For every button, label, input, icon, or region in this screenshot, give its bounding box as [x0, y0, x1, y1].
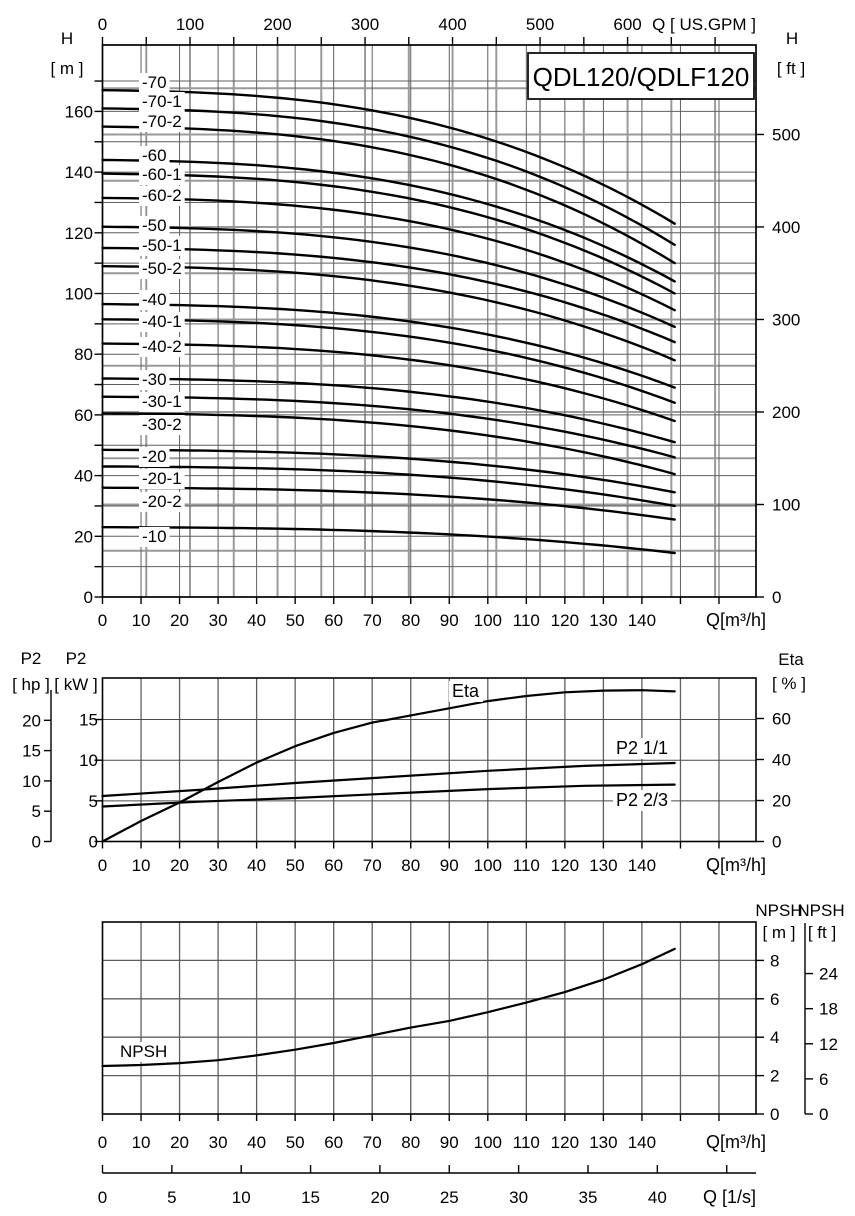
tick-label-kw-0: 0 [88, 832, 98, 852]
tick3-label-qb-130: 130 [589, 1133, 618, 1152]
tick-label-qb-20: 20 [170, 611, 190, 630]
tick-label-ls-35: 35 [578, 1188, 598, 1207]
tick-label-ls-20: 20 [370, 1188, 390, 1207]
tick-label-qb-100: 100 [473, 611, 502, 630]
tick2-label-qb-50: 50 [285, 856, 305, 875]
tick-label-qb-130: 130 [589, 611, 618, 630]
curve-label--50: -50 [142, 215, 167, 235]
tick-label-ls-5: 5 [167, 1188, 177, 1207]
tick3-label-qb-0: 0 [97, 1133, 108, 1152]
power-x-unit-label: Q[m³/h] [705, 855, 766, 875]
tick-label-m-80: 80 [74, 345, 93, 365]
tick3-label-qb-110: 110 [512, 1133, 540, 1152]
curve-label--40-2: -40-2 [142, 336, 182, 356]
tick3-label-qb-20: 20 [170, 1133, 190, 1152]
tick-label-npshm-0: 0 [770, 1105, 780, 1124]
head-x-unit-label: Q[m³/h] [705, 610, 766, 630]
chart-title: QDL120/QDLF120 [532, 62, 750, 92]
tick-label-eta-60: 60 [772, 709, 791, 729]
tick-label-qb-0: 0 [97, 611, 108, 630]
tick3-label-qb-50: 50 [285, 1133, 305, 1152]
curve--40-2 [103, 344, 675, 421]
tick-label-qb-140: 140 [627, 611, 657, 630]
curve--20 [103, 450, 675, 493]
tick-label-ft-200: 200 [772, 402, 801, 422]
tick-label-qb-80: 80 [401, 611, 421, 630]
tick3-label-qb-60: 60 [324, 1133, 344, 1152]
tick-label-kw-5: 5 [88, 791, 98, 811]
tick3-label-qb-80: 80 [401, 1133, 421, 1152]
tick-label-kw-10: 10 [79, 751, 98, 771]
curve-label--60-2: -60-2 [142, 185, 182, 205]
npsh-m-axis-name: NPSH [755, 901, 803, 920]
tick-label-ls-0: 0 [97, 1188, 108, 1207]
tick-label-m-60: 60 [74, 405, 93, 425]
tick-label-hp-15: 15 [22, 741, 41, 761]
tick-label-hp-0: 0 [31, 832, 41, 852]
ls-axis-label: Q [1/s] [702, 1187, 756, 1207]
npsh-m-axis-unit: [ m ] [762, 923, 796, 942]
tick-label-eta-0: 0 [772, 832, 782, 852]
tick-label-eta-20: 20 [772, 791, 791, 811]
tick-label-ls-10: 10 [231, 1188, 251, 1207]
tick-label-m-140: 140 [64, 163, 93, 183]
tick-label-hp-5: 5 [31, 802, 41, 822]
tick-label-qb-60: 60 [324, 611, 344, 630]
npsh-chart-frame [103, 922, 757, 1114]
tick-label-ls-25: 25 [439, 1188, 459, 1207]
curve-label--70-2: -70-2 [142, 111, 182, 131]
npsh-ft-axis-unit: [ ft ] [807, 923, 837, 942]
eta-axis-unit: [ % ] [771, 674, 807, 693]
tick-label-gpm-500: 500 [525, 15, 555, 34]
curve-label--70-1: -70-1 [142, 91, 182, 111]
curve--60-1 [103, 174, 675, 294]
tick3-label-qb-140: 140 [627, 1133, 657, 1152]
tick-label-gpm-400: 400 [438, 15, 467, 34]
hp-axis-unit: [ hp ] [12, 675, 50, 694]
tick2-label-qb-30: 30 [208, 856, 228, 875]
tick2-label-qb-40: 40 [247, 856, 267, 875]
tick-label-qb-110: 110 [512, 611, 540, 630]
tick-label-npshm-2: 2 [770, 1066, 780, 1086]
tick-label-m-20: 20 [74, 527, 93, 547]
head-left-axis-name: H [60, 29, 74, 48]
tick-label-qb-50: 50 [285, 611, 305, 630]
tick-label-gpm-100: 100 [175, 15, 205, 34]
tick3-label-qb-100: 100 [473, 1133, 502, 1152]
eta-axis-name: Eta [778, 650, 804, 669]
head-left-axis-unit: [ m ] [50, 59, 84, 78]
curve-label-P2-1-1: P2 1/1 [616, 737, 669, 758]
tick2-label-qb-140: 140 [627, 856, 657, 875]
tick-label-kw-15: 15 [79, 710, 98, 730]
tick-label-qb-120: 120 [550, 611, 580, 630]
tick-label-npshft-0: 0 [819, 1105, 829, 1124]
tick-label-ft-300: 300 [772, 310, 801, 330]
tick2-label-qb-120: 120 [550, 856, 580, 875]
curve-label--50-2: -50-2 [142, 258, 182, 278]
tick3-label-qb-10: 10 [131, 1133, 151, 1152]
gpm-axis-label: Q [ US.GPM ] [652, 15, 756, 34]
tick-label-ft-500: 500 [772, 125, 801, 145]
tick-label-ls-30: 30 [509, 1188, 529, 1207]
tick-label-qb-90: 90 [439, 611, 459, 630]
tick-label-gpm-600: 600 [613, 15, 642, 34]
tick3-label-qb-70: 70 [362, 1133, 382, 1152]
curve-label--60-1: -60-1 [142, 164, 182, 184]
kw-axis-unit: [ kW ] [54, 675, 98, 694]
tick-label-m-160: 160 [64, 102, 93, 122]
tick2-label-qb-130: 130 [589, 856, 618, 875]
tick-label-npshft-12: 12 [819, 1034, 838, 1054]
curve-label--50-1: -50-1 [142, 235, 182, 255]
curve-label--30-1: -30-1 [142, 391, 182, 411]
npsh-ft-axis-name: NPSH [797, 901, 845, 920]
curve-label-P2-2-3: P2 2/3 [616, 789, 669, 810]
curve-label--40: -40 [142, 289, 167, 309]
tick-label-ft-100: 100 [772, 495, 801, 515]
tick2-label-qb-60: 60 [324, 856, 344, 875]
curve-label-Eta: Eta [452, 680, 480, 701]
tick-label-ls-15: 15 [301, 1188, 321, 1207]
tick-label-qb-40: 40 [247, 611, 267, 630]
tick-label-m-120: 120 [64, 223, 93, 243]
curve-NPSH [103, 949, 675, 1066]
tick-label-gpm-300: 300 [350, 15, 380, 34]
kw-axis-name: P2 [65, 649, 87, 668]
curve--30-2 [103, 413, 675, 474]
tick-label-qb-30: 30 [208, 611, 228, 630]
tick-label-ls-40: 40 [647, 1188, 667, 1207]
tick-label-eta-40: 40 [772, 750, 791, 770]
curve-label--20: -20 [142, 446, 167, 466]
hp-axis-name: P2 [20, 649, 42, 668]
curve-label--40-1: -40-1 [142, 311, 182, 331]
curve--50-2 [103, 266, 675, 360]
tick2-label-qb-10: 10 [131, 856, 151, 875]
tick-label-npshm-6: 6 [770, 989, 780, 1009]
tick-label-qb-10: 10 [131, 611, 151, 630]
tick-label-gpm-0: 0 [97, 15, 108, 34]
tick-label-npshft-18: 18 [819, 999, 838, 1019]
tick3-label-qb-90: 90 [439, 1133, 459, 1152]
curve--50 [103, 227, 675, 327]
tick2-label-qb-90: 90 [439, 856, 459, 875]
tick-label-npshft-24: 24 [819, 964, 838, 984]
tick-label-ft-400: 400 [772, 217, 801, 237]
tick2-label-qb-70: 70 [362, 856, 382, 875]
tick2-label-qb-100: 100 [473, 856, 502, 875]
curve--30 [103, 379, 675, 443]
curve--10 [103, 527, 675, 553]
tick3-label-qb-40: 40 [247, 1133, 267, 1152]
head-right-axis-name: H [785, 29, 799, 48]
tick-label-qb-70: 70 [362, 611, 382, 630]
curve-label-NPSH: NPSH [120, 1041, 168, 1061]
tick3-label-qb-30: 30 [208, 1133, 228, 1152]
tick-label-m-40: 40 [74, 466, 93, 486]
tick-label-hp-10: 10 [22, 771, 41, 791]
tick-label-gpm-200: 200 [263, 15, 292, 34]
curve-P2-1-1 [103, 763, 675, 796]
tick-label-npshm-8: 8 [770, 951, 780, 971]
tick2-label-qb-110: 110 [512, 856, 540, 875]
tick-label-m-0: 0 [83, 588, 93, 607]
tick-label-ft-0: 0 [772, 588, 782, 607]
curve-label--10: -10 [142, 526, 167, 546]
tick-label-m-100: 100 [64, 284, 93, 304]
head-right-axis-unit: [ ft ] [776, 59, 806, 78]
tick2-label-qb-80: 80 [401, 856, 421, 875]
curve-label--70: -70 [142, 72, 167, 92]
npsh-x-unit-label: Q[m³/h] [705, 1132, 766, 1152]
curve-label--30: -30 [142, 369, 167, 389]
tick2-label-qb-20: 20 [170, 856, 190, 875]
tick-label-npshft-6: 6 [819, 1069, 829, 1089]
curve-P2-2-3 [103, 785, 675, 807]
curve--30-1 [103, 397, 675, 458]
tick2-label-qb-0: 0 [97, 856, 108, 875]
curve-label--60: -60 [142, 145, 167, 165]
curve-label--20-1: -20-1 [142, 468, 182, 488]
curve-label--30-2: -30-2 [142, 414, 182, 434]
tick-label-hp-20: 20 [22, 711, 41, 731]
curve-label--20-2: -20-2 [142, 491, 182, 511]
curve--20-1 [103, 467, 675, 506]
tick3-label-qb-120: 120 [550, 1133, 580, 1152]
tick-label-npshm-4: 4 [770, 1028, 780, 1048]
